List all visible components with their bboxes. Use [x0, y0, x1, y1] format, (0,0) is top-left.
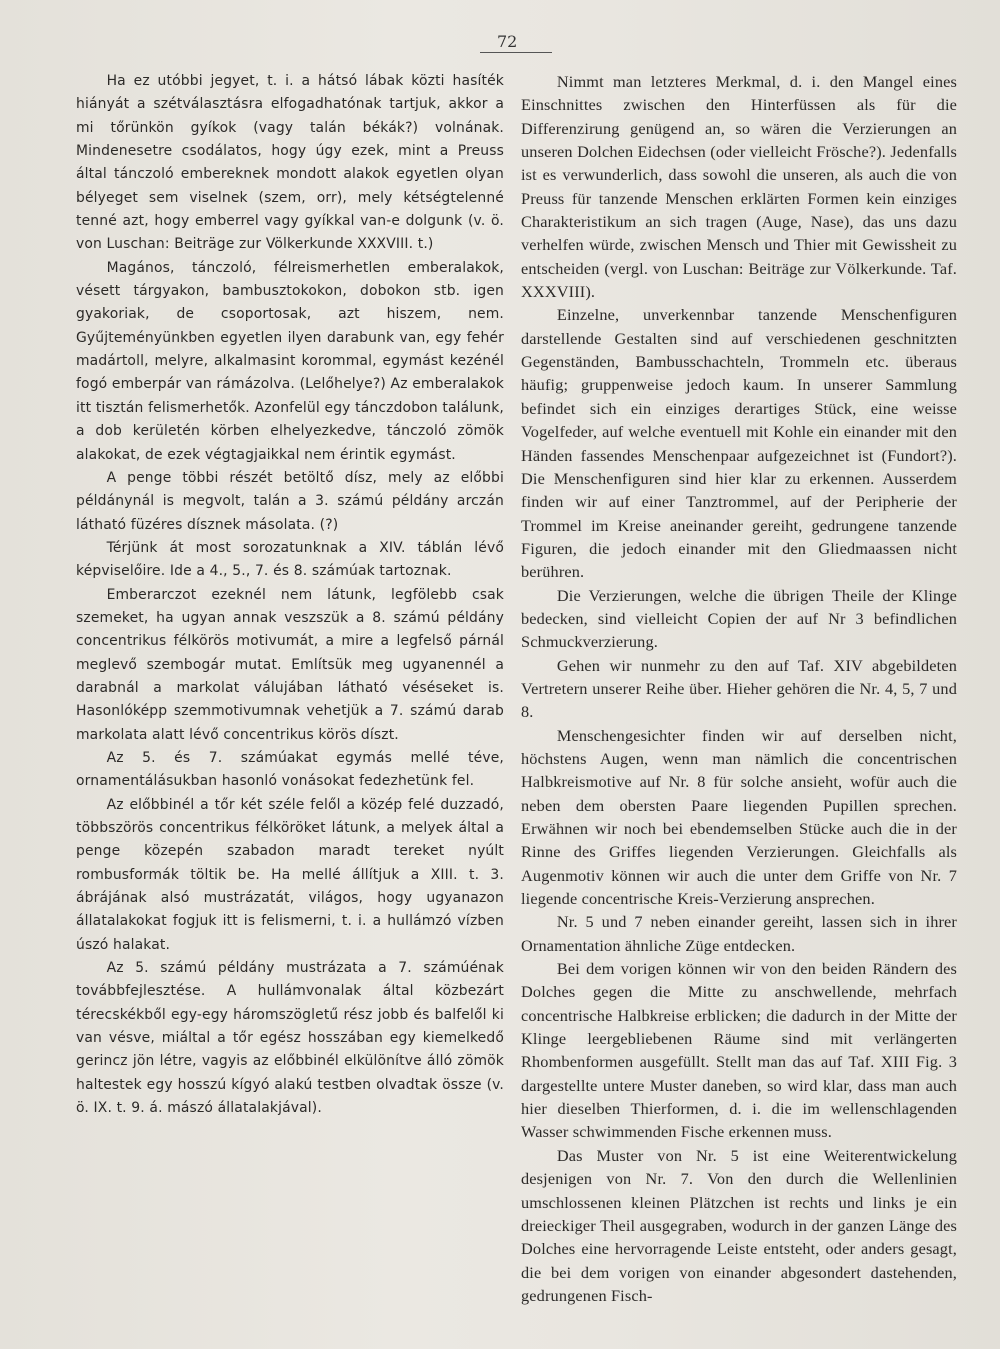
page-number-rule — [480, 52, 552, 53]
paragraph: Emberarczot ezeknél nem látunk, legfölebb csak szemeket, ha ugyan annak veszszük a 8. számú példány concentrikus félkörös motivumát, a mire a legfelső párnál meglevő szembogár mutat. Említsük meg ugyanennél a darabnál a markolat válujában látható véséseket is. Hasonlóképp szemmotivumnak vehetjük a 7. számú darab markolata alatt lévő concentrikus körös díszt. — [76, 586, 504, 743]
paragraph: Das Muster von Nr. 5 ist eine Weiterentwickelung desjenigen von Nr. 7. Von den durch die Wellenlinien umschlossenen kleinen Plätzchen ist rechts und links je ein dreieckiger Theil ausgegraben, wodurch in der ganzen Länge des Dolches eine hervorragende Leiste entsteht, oder anders gesagt, die bei dem vorigen von einander abgesondert dastehenden, gedrungenen Fisch- — [521, 1145, 957, 1305]
paragraph: Bei dem vorigen können wir von den beiden Rändern des Dolches gegen die Mitte zu anschwellende, mehrfach concentrische Halbkreise erblicken; die dadurch in der Mitte der Klinge leergebliebenen Räume sind mit verlängerten Rhombenformen ausgefüllt. Stellt man das auf Taf. XIII Fig. 3 dargestellte untere Muster daneben, so wird klar, dass man auch hier dieselben Thierformen, d. i. die im wellenschlagenden Wasser schwimmenden Fische erkennen muss. — [521, 959, 957, 1142]
paragraph: Az előbbinél a tőr két széle felől a közép felé duzzadó, többszörös concentrikus félköröket látunk, a melyek által a penge közepén szabadon maradt tereket nyúlt rombusformák töltik be. Ha mellé állítjuk a XIII. t. 3. ábrájának alsó mustrázatát, világos, hogy ugyanazon állatalakokat fogjuk itt is felismerni, t. i. a hullámzó vízben úszó halakat. — [76, 796, 504, 953]
paragraph: Menschengesichter finden wir auf derselben nicht, höchstens Augen, wenn man nämlich die concentrischen Halbkreismotive auf Nr. 8 für solche ansieht, wofür auch die neben dem obersten Paare liegenden Pupillen sprechen. Erwähnen wir noch bei ebendemselben Stücke auch die in der Rinne des Griffes liegenden Verzierungen. Gleichfalls als Augenmotiv können wir auch die unter dem Griffe von Nr. 7 liegende concentrische Kreis-Verzierung ansprechen. — [521, 725, 957, 909]
paragraph: Ha ez utóbbi jegyet, t. i. a hátsó lábak közti hasíték hiányát a szétválasztásra elfogadhatónak tartjuk, akkor a mi tőrünkön gyíkok (vagy talán békák?) volnának. Mindenesetre csodálatos, hogy úgy ezek, mint a Preuss által tánczoló embereknek mondott alakok egyetlen olyan bélyeget sem viselnek (szem, orr), mely kétségtelenné tenné azt, hogy emberrel vagy gyíkkal van-e dolgunk (v. ö. von Luschan: Beiträge zur Völkerkunde XXXVIII. t.) — [76, 73, 504, 253]
paragraph: Gehen wir nunmehr zu den auf Taf. XIV abgebildeten Vertretern unserer Reihe über. Hieher gehören die Nr. 4, 5, 7 und 8. — [521, 655, 957, 722]
paragraph: Térjünk át most sorozatunknak a XIV. táblán lévő képviselőire. Ide a 4., 5., 7. és 8. számúak tartoznak. — [76, 539, 504, 580]
paragraph: A penge többi részét betöltő dísz, mely az előbbi példánynál is megvolt, talán a 3. számú példány arczán látható füzéres dísznek másolata. (?) — [76, 469, 504, 533]
paragraph: Nr. 5 und 7 neben einander gereiht, lassen sich in ihrer Ornamentation ähnliche Züge entdecken. — [521, 912, 957, 955]
paragraph: Magános, tánczoló, félreismerhetlen emberalakok, vésett tárgyakon, bambusztokokon, dobokon stb. igen gyakoriak, de csoportosak, azt hiszem, nem. Gyűjteményünkben egyetlen ilyen darabunk van, egy fehér madártoll, melyre, alkalmasint korommal, egymást kezénél fogó emberpár van rámázolva. (Lelőhelye?) Az emberalakok itt tisztán felismerhetők. Azonfelül egy tánczdobon találunk, a dob kerületén körben elhelyezkedve, tánczoló zömök alakokat, de ezek végtagjaikkal nem érintik egymást. — [76, 259, 504, 463]
paragraph: Az 5. számú példány mustrázata a 7. számúénak továbbfejlesztése. A hullámvonalak által közbezárt térecskékből egy-egy háromszögletű rész jobb és balfelől ki van vésve, miáltal a tőr egész hosszában egy kiemelkedő gerincz jön létre, vagyis az előbbinél elkülönítve álló zömök haltestek egy hosszú kígyó alakú testben olvadtak össze (v. ö. IX. t. 9. á. mászó állatalakjával). — [76, 960, 504, 1117]
paragraph: Einzelne, unverkennbar tanzende Menschenfiguren darstellende Gestalten sind auf verschiedenen geschnitzten Gegenständen, Bambusschachteln, Trommeln etc. überaus häufig; gruppenweise jedoch kaum. In unserer Sammlung befindet sich ein einziges derartiges Stück, eine weisse Vogelfeder, auf welche eventuell mit Kohle ein einander mit den Händen fassendes Menschenpaar aufgezeichnet ist (Fundort?). Die Menschenfiguren sind hier klar zu erkennen. Ausserdem finden wir auf einer Tanztrommel, auf der Peripherie der Trommel im Kreise aneinander gereiht, gedrungene tanzende Figuren, die jedoch einander mit den Gliedmaassen nicht berühren. — [521, 305, 957, 582]
hungarian-column — [76, 70, 504, 1120]
paragraph: Die Verzierungen, welche die übrigen Theile der Klinge bedecken, sind vielleicht Copien der auf Nr 3 befindlichen Schmuckverzierung. — [521, 585, 957, 652]
paragraph: Az 5. és 7. számúakat egymás mellé téve, ornamentálásukban hasonló vonásokat fedezhetünk fel. — [76, 749, 504, 790]
paragraph: Nimmt man letzteres Merkmal, d. i. den Mangel eines Einschnittes zwischen den Hinterfüssen als für die Differenzirung genügend an, so wären die Verzierungen an unseren Dolchen Eidechsen (oder vielleicht Frösche?). Jedenfalls ist es verwunderlich, dass sowohl die unseren, als auch die von Preuss für tanzende Menschen erklärten Formen kein einziges Charakteristikum an sich tragen (Auge, Nase), das uns dazu verhelfen würde, zwischen Mensch und Thier mit Gewissheit zu entscheiden (vergl. von Luschan: Beiträge zur Völkerkunde. Taf. XXXVIII). — [521, 72, 957, 302]
german-column — [521, 70, 957, 1307]
page-number: 72 — [497, 32, 518, 51]
